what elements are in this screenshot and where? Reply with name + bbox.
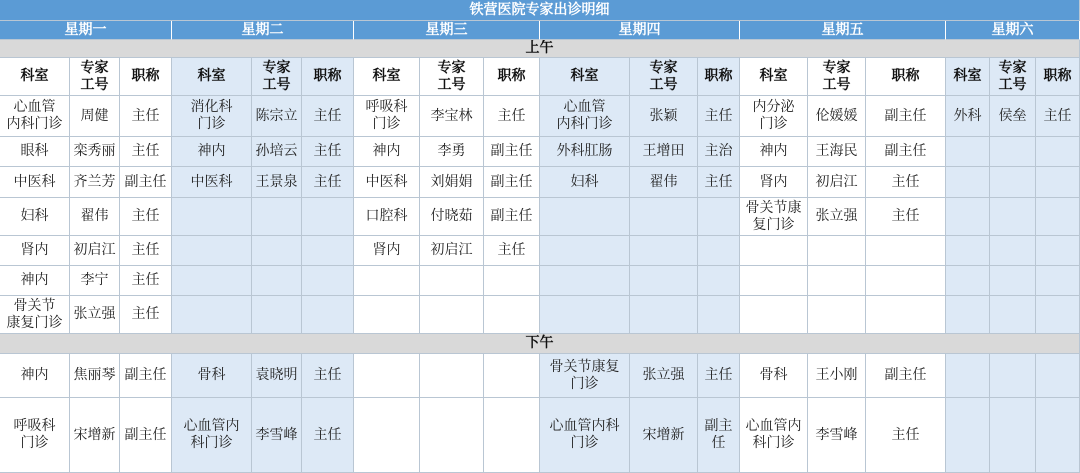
table-cell [946,198,990,236]
table-cell: 副主任 [698,398,740,473]
table-cell [1036,137,1080,167]
table-cell: 副主任 [120,354,172,398]
table-cell [990,167,1036,198]
table-cell: 肾内 [354,236,420,266]
table-cell: 栾秀丽 [70,137,120,167]
column-header-dept: 科室 [740,58,808,96]
table-cell: 肾内 [0,236,70,266]
table-cell [990,266,1036,296]
table-cell: 李勇 [420,137,484,167]
table-cell: 主任 [698,96,740,137]
table-cell: 骨关节康 复门诊 [740,198,808,236]
table-cell: 主任 [484,96,540,137]
day-header-5: 星期五 [740,21,946,40]
table-cell [808,266,866,296]
table-cell [630,236,698,266]
table-cell [420,354,484,398]
table-cell [302,266,354,296]
table-cell: 妇科 [0,198,70,236]
column-header-rank: 职称 [120,58,172,96]
table-cell [946,398,990,473]
table-cell [698,236,740,266]
table-cell [420,296,484,334]
table-cell: 陈宗立 [252,96,302,137]
table-cell [698,198,740,236]
table-cell: 骨科 [740,354,808,398]
column-header-dept: 科室 [946,58,990,96]
table-cell [484,266,540,296]
section-afternoon: 下午 [0,334,1080,354]
table-cell: 肾内 [740,167,808,198]
table-cell [946,354,990,398]
table-cell: 心血管内 科门诊 [740,398,808,473]
table-cell: 初启江 [70,236,120,266]
column-header-rank: 职称 [302,58,354,96]
table-cell [540,266,630,296]
table-cell: 副主任 [866,137,946,167]
table-cell: 心血管 内科门诊 [540,96,630,137]
table-cell: 主任 [302,167,354,198]
table-cell: 主任 [698,354,740,398]
table-cell [354,398,420,473]
table-cell [1036,167,1080,198]
table-cell: 主治 [698,137,740,167]
table-cell [420,266,484,296]
table-cell [484,354,540,398]
table-cell: 主任 [120,266,172,296]
table-cell: 骨关节 康复门诊 [0,296,70,334]
table-cell [252,266,302,296]
table-cell [302,296,354,334]
table-cell: 妇科 [540,167,630,198]
column-header-dept: 科室 [172,58,252,96]
table-cell: 神内 [740,137,808,167]
table-cell [172,266,252,296]
table-cell [1036,266,1080,296]
table-cell [252,198,302,236]
column-header-doctor: 专家 工号 [630,58,698,96]
table-cell [990,398,1036,473]
table-cell [484,398,540,473]
table-cell: 付晓茹 [420,198,484,236]
table-cell: 李宝林 [420,96,484,137]
table-cell [1036,198,1080,236]
table-cell [1036,236,1080,266]
table-cell: 副主任 [484,167,540,198]
column-header-doctor: 专家 工号 [808,58,866,96]
table-cell: 骨关节康复 门诊 [540,354,630,398]
table-cell: 李宁 [70,266,120,296]
table-cell: 主任 [484,236,540,266]
table-cell [740,296,808,334]
column-header-doctor: 专家 工号 [420,58,484,96]
table-cell: 副主任 [120,398,172,473]
table-cell [990,236,1036,266]
table-cell [990,198,1036,236]
table-cell [172,296,252,334]
table-cell: 宋增新 [630,398,698,473]
table-cell: 主任 [866,398,946,473]
table-cell: 外科 [946,96,990,137]
table-cell: 骨科 [172,354,252,398]
table-cell: 主任 [302,96,354,137]
table-cell: 宋增新 [70,398,120,473]
table-cell: 主任 [866,198,946,236]
table-cell: 主任 [302,354,354,398]
table-cell: 主任 [120,137,172,167]
table-cell [630,296,698,334]
table-cell: 主任 [302,398,354,473]
table-cell [866,236,946,266]
table-cell [990,137,1036,167]
table-cell: 周健 [70,96,120,137]
table-cell: 呼吸科 门诊 [354,96,420,137]
table-cell [1036,296,1080,334]
table-cell: 袁晓明 [252,354,302,398]
column-header-dept: 科室 [0,58,70,96]
table-cell [990,296,1036,334]
day-header-4: 星期四 [540,21,740,40]
table-cell [354,296,420,334]
table-cell [808,236,866,266]
table-cell: 张立强 [70,296,120,334]
table-cell [302,236,354,266]
table-cell: 齐兰芳 [70,167,120,198]
table-cell [808,296,866,334]
day-header-2: 星期二 [172,21,354,40]
table-cell: 王景泉 [252,167,302,198]
table-cell [1036,354,1080,398]
page-title: 铁营医院专家出诊明细 [0,0,1080,21]
table-cell [172,236,252,266]
day-header-6: 星期六 [946,21,1080,40]
table-cell: 副主任 [866,354,946,398]
column-header-doctor: 专家 工号 [990,58,1036,96]
day-header-1: 星期一 [0,21,172,40]
table-cell [866,296,946,334]
table-cell: 外科肛肠 [540,137,630,167]
table-cell [540,198,630,236]
table-cell: 李雪峰 [252,398,302,473]
table-cell: 王小刚 [808,354,866,398]
table-cell: 张立强 [630,354,698,398]
table-cell: 焦丽琴 [70,354,120,398]
table-cell: 侯垒 [990,96,1036,137]
table-cell [172,198,252,236]
table-cell: 消化科 门诊 [172,96,252,137]
table-cell [946,137,990,167]
table-cell [252,296,302,334]
table-cell [354,354,420,398]
table-cell: 心血管内 科门诊 [172,398,252,473]
table-cell: 神内 [354,137,420,167]
table-cell: 中医科 [172,167,252,198]
table-cell: 神内 [0,266,70,296]
table-cell [252,236,302,266]
table-cell: 刘娟娟 [420,167,484,198]
table-cell [698,296,740,334]
table-cell [946,167,990,198]
table-cell: 神内 [172,137,252,167]
table-cell: 中医科 [0,167,70,198]
table-cell: 主任 [120,96,172,137]
table-cell: 王海民 [808,137,866,167]
day-header-3: 星期三 [354,21,540,40]
table-cell [630,266,698,296]
column-header-rank: 职称 [484,58,540,96]
table-cell: 主任 [120,296,172,334]
table-cell [302,198,354,236]
table-cell: 初启江 [420,236,484,266]
column-header-rank: 职称 [698,58,740,96]
table-cell [484,296,540,334]
table-cell: 翟伟 [630,167,698,198]
table-cell [1036,398,1080,473]
table-cell: 孙培云 [252,137,302,167]
table-cell: 张立强 [808,198,866,236]
table-cell: 翟伟 [70,198,120,236]
table-cell [946,236,990,266]
table-cell [540,236,630,266]
table-cell: 中医科 [354,167,420,198]
table-cell: 副主任 [120,167,172,198]
section-morning: 上午 [0,40,1080,58]
table-cell: 主任 [120,198,172,236]
table-cell: 主任 [866,167,946,198]
column-header-dept: 科室 [540,58,630,96]
table-cell: 主任 [698,167,740,198]
table-cell [354,266,420,296]
table-cell: 初启江 [808,167,866,198]
table-cell: 副主任 [484,137,540,167]
table-cell: 李雪峰 [808,398,866,473]
table-cell: 王增田 [630,137,698,167]
table-cell: 心血管内科 门诊 [540,398,630,473]
table-cell: 副主任 [484,198,540,236]
column-header-dept: 科室 [354,58,420,96]
table-cell [946,296,990,334]
table-cell [946,266,990,296]
table-cell: 心血管 内科门诊 [0,96,70,137]
table-cell [866,266,946,296]
table-cell: 口腔科 [354,198,420,236]
column-header-rank: 职称 [1036,58,1080,96]
table-cell [740,266,808,296]
table-cell: 主任 [1036,96,1080,137]
table-cell [420,398,484,473]
table-cell: 呼吸科 门诊 [0,398,70,473]
table-cell: 伦媛媛 [808,96,866,137]
table-cell: 主任 [302,137,354,167]
column-header-doctor: 专家 工号 [252,58,302,96]
table-cell: 张颖 [630,96,698,137]
column-header-doctor: 专家 工号 [70,58,120,96]
table-cell: 神内 [0,354,70,398]
table-cell [540,296,630,334]
table-cell: 副主任 [866,96,946,137]
table-cell [740,236,808,266]
table-cell: 内分泌 门诊 [740,96,808,137]
table-cell [990,354,1036,398]
table-cell [630,198,698,236]
table-cell [698,266,740,296]
table-cell: 主任 [120,236,172,266]
table-cell: 眼科 [0,137,70,167]
column-header-rank: 职称 [866,58,946,96]
